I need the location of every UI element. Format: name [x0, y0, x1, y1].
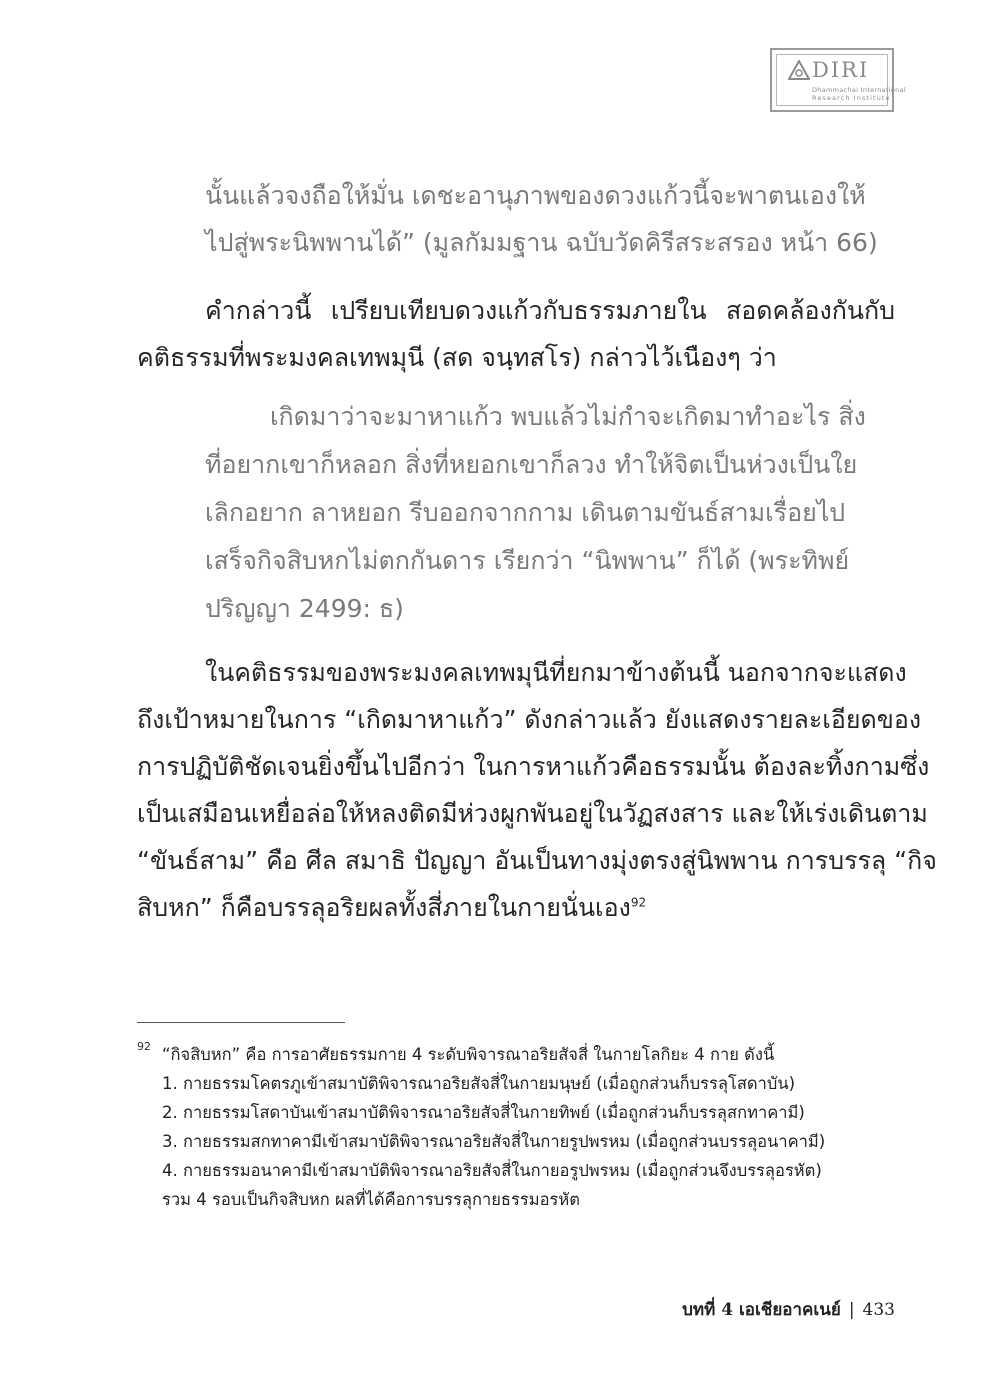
para2-line-6	[137, 892, 646, 924]
footer-chapter: บทที่ 4 เอเชียอาคเนย์	[682, 1300, 841, 1320]
footnote-line-5: 4. กายธรรมอนาคามีเข้าสมาบัติพิจารณาอริยสัจสี่ในกายอรูปพรหม (เมื่อถูกส่วนจึงบรรลุอรหัต)	[162, 1161, 822, 1180]
quote2-line-5: ปริญญา 2499: ธ)	[205, 594, 404, 623]
running-footer	[682, 1296, 895, 1323]
quote1-line-1: นั้นแล้วจงถือให้มั่น เดชะอานุภาพของดวงแก้วนี้จะพาตนเองให้	[205, 181, 866, 210]
page-number: 433	[862, 1300, 895, 1320]
quote2-line-3: เลิกอยาก ลาหยอก รีบออกจากกาม เดินตามขันธ์สามเรื่อยไป	[205, 498, 846, 527]
footnote-number: 92	[137, 1040, 151, 1053]
para2-line-6-text: สิบหก” ก็คือบรรลุอริยผลทั้งสี่ภายในกายนั่นเอง	[137, 893, 631, 922]
footnote-line-6: รวม 4 รอบเป็นกิจสิบหก ผลที่ได้คือการบรรลุกายธรรมอรหัต	[162, 1190, 580, 1209]
para2-line-5: “ขันธ์สาม” คือ ศีล สมาธิ ปัญญา อันเป็นทางมุ่งตรงสู่นิพพาน การบรรลุ “กิจ	[137, 846, 937, 875]
para1-line-1: คำกล่าวนี้ เปรียบเทียบดวงแก้วกับธรรมภายใน สอดคล้องกันกับ	[205, 296, 895, 325]
quote2-line-2: ที่อยากเขาก็หลอก สิ่งที่หยอกเขาก็ลวง ทำให้จิตเป็นห่วงเป็นใย	[205, 450, 858, 479]
para2-line-3: การปฏิบัติชัดเจนยิ่งขึ้นไปอีกว่า ในการหาแก้วคือธรรมนั้น ต้องละทิ้งกามซึ่ง	[137, 752, 930, 781]
footnote-divider	[137, 1022, 345, 1023]
footnote-line-3: 2. กายธรรมโสดาบันเข้าสมาบัติพิจารณาอริยสัจสี่ในกายทิพย์ (เมื่อถูกส่วนก็บรรลุสกทาคามี)	[162, 1103, 805, 1122]
para1-line-2: คติธรรมที่พระมงคลเทพมุนี (สด จนฺทสโร) กล่าวไว้เนืองๆ ว่า	[137, 343, 777, 372]
quote2-line-1: เกิดมาว่าจะมาหาแก้ว พบแล้วไม่กำจะเกิดมาทำอะไร สิ่ง	[270, 402, 866, 431]
logo-subtitle-line2: Research Institute	[812, 94, 891, 102]
quote1-line-2: ไปสู่พระนิพพานได้” (มูลกัมมฐาน ฉบับวัดคิรีสระสรอง หน้า 66)	[205, 228, 878, 257]
footnote-line-1: “กิจสิบหก” คือ การอาศัยธรรมกาย 4 ระดับพิจารณาอริยสัจสี่ ในกายโลกิยะ 4 กาย ดังนี้	[162, 1045, 775, 1064]
footnote-line-2: 1. กายธรรมโคตรภูเข้าสมาบัติพิจารณาอริยสัจสี่ในกายมนุษย์ (เมื่อถูกส่วนก็บรรลุโสดาบัน)	[162, 1074, 796, 1093]
para2-line-4: เป็นเสมือนเหยื่อล่อให้หลงติดมีห่วงผูกพันอยู่ในวัฏสงสาร และให้เร่งเดินตาม	[137, 799, 928, 828]
footnote-reference: 92	[630, 895, 647, 910]
logo-subtitle-line1: Dhammachai International	[812, 86, 906, 94]
footnote-line-4: 3. กายธรรมสกทาคามีเข้าสมาบัติพิจารณาอริยสัจสี่ในกายรูปพรหม (เมื่อถูกส่วนบรรลุอนาคามี)	[162, 1132, 826, 1151]
logo-wordmark: DIRI	[812, 58, 870, 82]
para2-line-2: ถึงเป้าหมายในการ “เกิดมาหาแก้ว” ดังกล่าวแล้ว ยังแสดงรายละเอียดของ	[137, 705, 922, 734]
diri-logo	[770, 48, 906, 112]
quote2-line-4: เสร็จกิจสิบหกไม่ตกกันดาร เรียกว่า “นิพพาน” ก็ได้ (พระทิพย์	[205, 546, 850, 575]
footer-separator: |	[848, 1300, 855, 1320]
para2-line-1: ในคติธรรมของพระมงคลเทพมุนีที่ยกมาข้างต้นนี้ นอกจากจะแสดง	[205, 658, 907, 687]
triangle-emblem-icon	[788, 60, 810, 80]
